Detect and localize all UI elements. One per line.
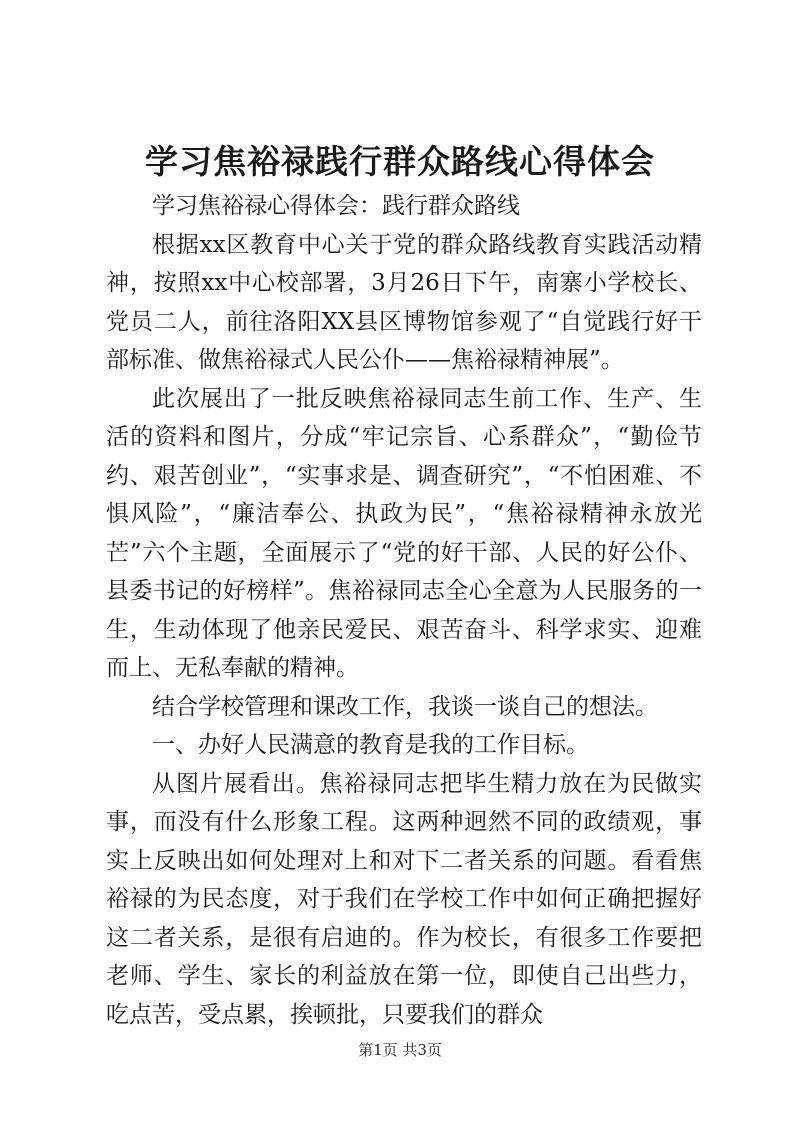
paragraph-reflection: 从图片展看出。焦裕禄同志把毕生精力放在为民做实事，而没有什么形象工程。这两种迥然不同的政绩观，事实上反映出如何处理对上和对下二者关系的问题。看看焦裕禄的为民态度，对于我们在学校工作中如何正确把握好这二者关系，是很有启迪的。作为校长，有很多工作要把老师、学生、家长的利益放在第一位，即使自己出些力，吃点苦，受点累，挨顿批，只要我们的群众 <box>106 770 702 1028</box>
paragraph-exhibition: 此次展出了一批反映焦裕禄同志生前工作、生产、生活的资料和图片，分成“牢记宗旨、心系群众”，“勤俭节约、艰苦创业”，“实事求是、调查研究”，“不怕困难、不惧风险”，“廉洁奉公、执政为民”，“焦裕禄精神永放光芒”六个主题，全面展示了“党的好干部、人民的好公仆、县委书记的好榜样”。焦裕禄同志全心全意为人民服务的一生，生动体现了他亲民爱民、艰苦奋斗、科学求实、迎难而上、无私奉献的精神。 <box>106 385 702 681</box>
document-body <box>106 187 702 1034</box>
document-title: 学习焦裕禄践行群众路线心得体会 <box>145 142 655 181</box>
paragraph-subtitle: 学习焦裕禄心得体会：践行群众路线 <box>152 193 520 219</box>
paragraph-intro-thoughts: 结合学校管理和课改工作，我谈一谈自己的想法。 <box>152 693 658 720</box>
page-footer: 第1页 共3页 <box>358 1041 442 1059</box>
section-heading-1: 一、办好人民满意的教育是我的工作目标。 <box>152 732 589 758</box>
paragraph-visit: 根据xx区教育中心关于党的群众路线教育实践活动精神，按照xx中心校部署，3月26日下午，南寨小学校长、党员二人，前往洛阳XX县区博物馆参观了“自觉践行好干部标准、做焦裕禄式人民公仆——焦裕禄精神展”。 <box>106 231 702 373</box>
